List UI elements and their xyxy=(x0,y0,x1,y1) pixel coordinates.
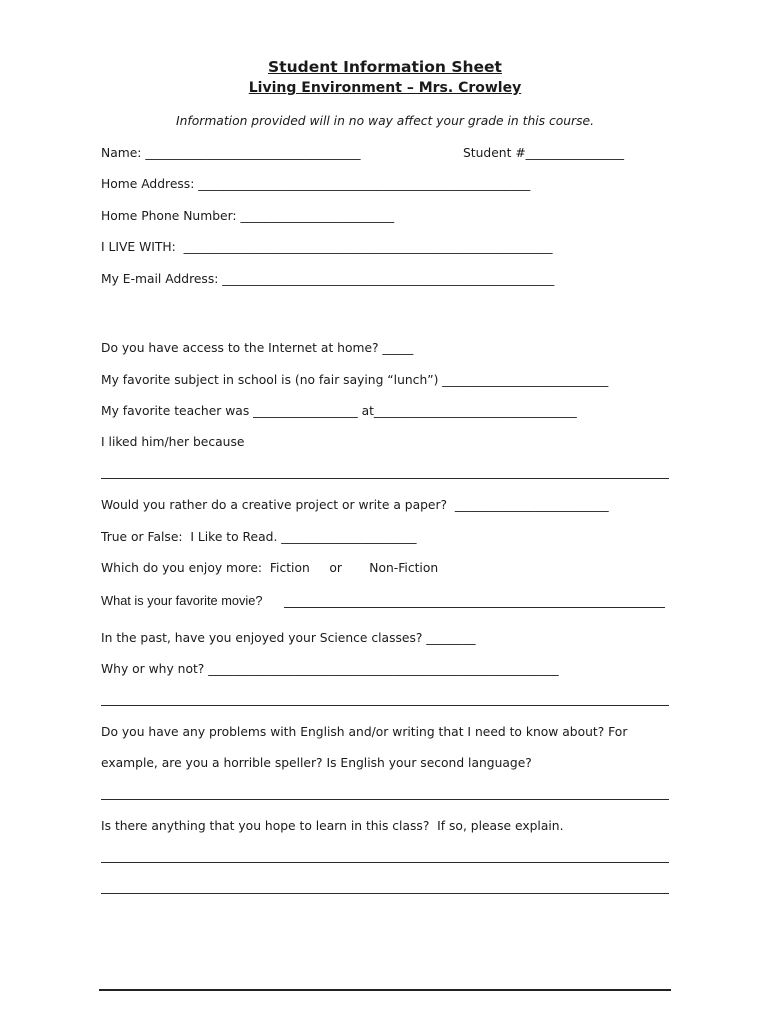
footer-divider xyxy=(99,989,671,991)
email-field[interactable]: My E-mail Address: ______________________________________________________ xyxy=(101,272,555,286)
page-title: Student Information Sheet xyxy=(268,58,502,76)
favorite-teacher-question[interactable]: My favorite teacher was _________________ at_________________________________ xyxy=(101,404,577,418)
like-to-read-question[interactable]: True or False: I Like to Read. ______________________ xyxy=(101,530,417,544)
favorite-subject-question[interactable]: My favorite subject in school is (no fair saying “lunch”) ___________________________ xyxy=(101,373,609,387)
why-or-why-not-question[interactable]: Why or why not? _________________________________________________________ xyxy=(101,662,559,676)
grade-disclaimer: Information provided will in no way affect your grade in this course. xyxy=(176,114,594,128)
fiction-question: Which do you enjoy more: Fiction or Non-Fiction xyxy=(101,561,439,575)
live-with-field[interactable]: I LIVE WITH: ____________________________________________________________ xyxy=(101,240,553,254)
hope-to-learn-question: Is there anything that you hope to learn in this class? If so, please explain. xyxy=(101,819,564,833)
name-field[interactable]: Name: ___________________________________ xyxy=(101,146,361,160)
creative-or-paper-question[interactable]: Would you rather do a creative project or write a paper? _________________________ xyxy=(101,498,609,512)
favorite-movie-question: What is your favorite movie? xyxy=(101,593,263,608)
english-problems-question-cont: example, are you a horrible speller? Is English your second language? xyxy=(101,756,532,770)
home-phone-field[interactable]: Home Phone Number: _________________________ xyxy=(101,209,395,223)
favorite-movie-answer-line[interactable] xyxy=(284,607,665,608)
answer-line[interactable] xyxy=(101,799,669,800)
answer-line[interactable] xyxy=(101,705,669,706)
answer-line[interactable] xyxy=(101,862,669,863)
answer-line[interactable] xyxy=(101,893,669,894)
english-problems-question: Do you have any problems with English and/or writing that I need to know about? For xyxy=(101,725,628,739)
science-classes-question[interactable]: In the past, have you enjoyed your Science classes? ________ xyxy=(101,631,476,645)
liked-because-question: I liked him/her because xyxy=(101,435,245,449)
page-subtitle: Living Environment – Mrs. Crowley xyxy=(248,80,522,96)
home-address-field[interactable]: Home Address: ______________________________________________________ xyxy=(101,177,531,191)
student-number-field[interactable]: Student #________________ xyxy=(463,146,624,160)
answer-line[interactable] xyxy=(101,478,669,479)
internet-question[interactable]: Do you have access to the Internet at home? _____ xyxy=(101,341,414,355)
